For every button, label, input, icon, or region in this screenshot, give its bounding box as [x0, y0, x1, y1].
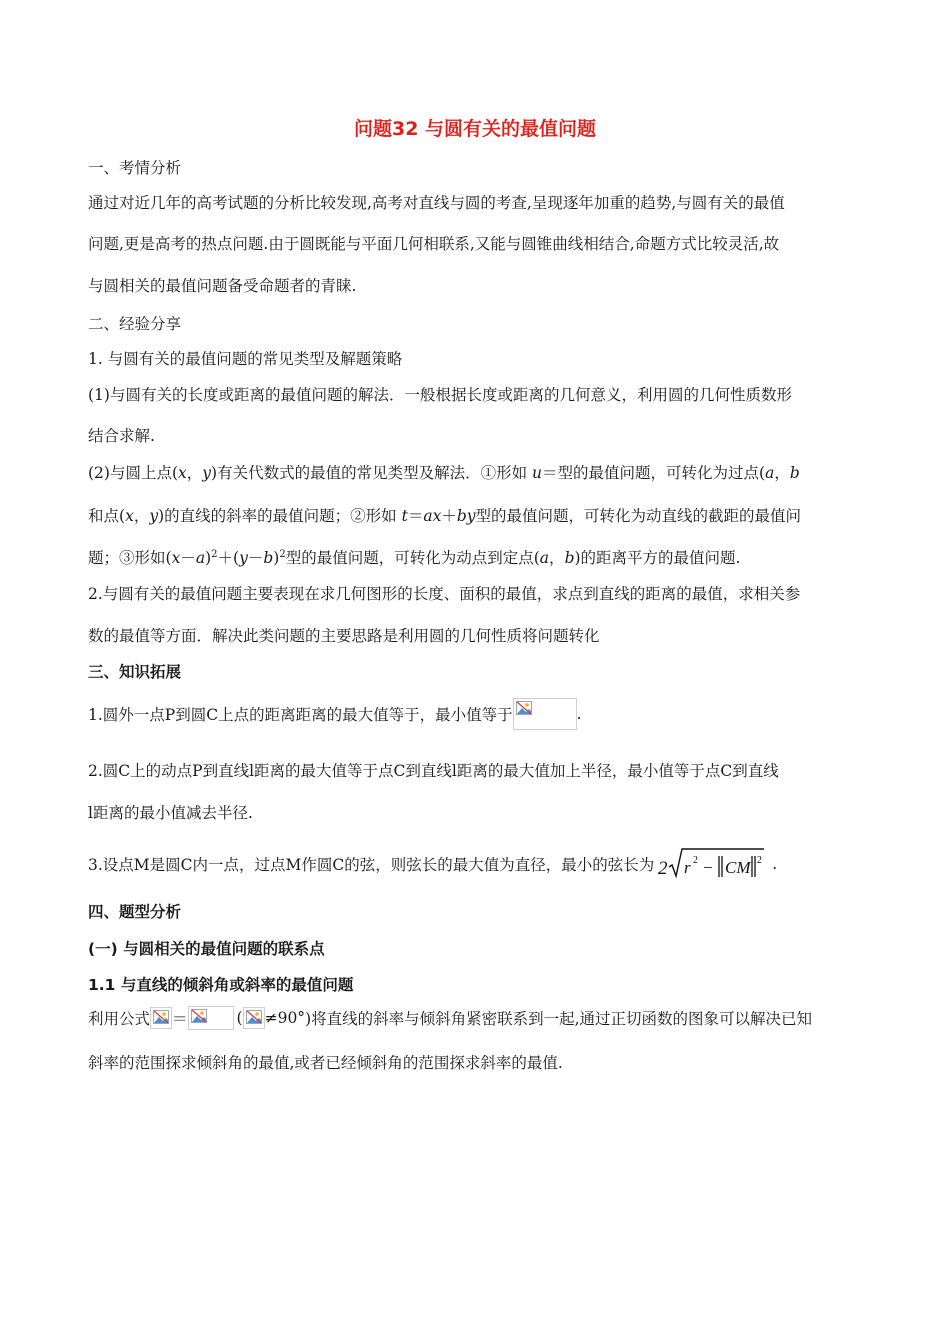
math-var: y: [202, 464, 212, 482]
text-run: ＋(: [217, 549, 240, 567]
text-run: )的直线的斜率的最值问题；②形如: [158, 507, 402, 525]
text-run: 利用公式: [88, 1010, 151, 1028]
list-item: [88, 845, 868, 885]
paragraph-line: [88, 1006, 868, 1032]
broken-image-icon: [243, 1007, 265, 1029]
formula-r: r: [684, 858, 691, 877]
math-var: by: [456, 507, 476, 525]
text-run: 题；③形如(: [88, 549, 172, 567]
paragraph-line: 数的最值等方面．解决此类问题的主要思路是利用圆的几何性质将问题转化: [88, 627, 600, 645]
math-var: x: [178, 464, 187, 482]
paragraph-line: [88, 504, 868, 526]
math-var: y: [149, 507, 159, 525]
section-heading-types: 四、题型分析: [88, 903, 182, 921]
paragraph-line: l距离的最小值减去半径.: [88, 804, 253, 822]
text-run: ，: [549, 549, 565, 567]
text-run: )的距离平方的最值问题.: [574, 549, 741, 567]
text-run: ): [205, 549, 212, 567]
broken-image-icon: [188, 1006, 234, 1030]
math-var: x: [171, 549, 181, 567]
text-run: .: [576, 705, 582, 723]
formula-coef: 2: [658, 858, 668, 879]
superscript: 2: [279, 548, 286, 560]
section-heading-experience: 二、经验分享: [88, 315, 182, 333]
text-run: ＝: [407, 507, 424, 525]
text-run: ，: [133, 507, 150, 525]
math-var: t: [401, 507, 408, 525]
text-run: ＋: [441, 507, 457, 525]
text-run: (: [236, 1009, 243, 1027]
paragraph-line: 问题,更是高考的热点问题.由于圆既能与平面几何相联系,又能与圆锥曲线相结合,命题方式比较灵活,故: [88, 235, 780, 253]
formula-minus: −: [703, 858, 713, 877]
formula-cm: CM: [725, 858, 751, 877]
text-run: )有关代数式的最值的常见类型及解法．①形如: [211, 464, 533, 482]
superscript: 2: [211, 548, 218, 560]
math-var: b: [564, 549, 575, 567]
math-var: y: [239, 549, 248, 567]
paragraph-line: 结合求解.: [88, 427, 155, 445]
math-var: a: [195, 549, 206, 567]
paragraph-line: 与圆相关的最值问题备受命题者的青睐.: [88, 277, 357, 295]
math-var: b: [263, 549, 274, 567]
broken-image-icon: [513, 698, 577, 730]
text-run: ＝型的最值问题，可转化为过点(: [542, 464, 766, 482]
sqrt-formula: [656, 845, 768, 883]
text-run: 型的最值问题，可转化为动直线的截距的最值问: [475, 507, 802, 525]
math-var: u: [532, 464, 543, 482]
text-run: ): [273, 549, 280, 567]
paragraph-line: [88, 546, 868, 568]
section-heading-analysis: 一、考情分析: [88, 159, 182, 177]
paragraph-line: 斜率的范围探求倾斜角的最值,或者已经倾斜角的范围探求斜率的最值.: [88, 1054, 563, 1072]
subsection-heading: 1.1 与直线的倾斜角或斜率的最值问题: [88, 976, 354, 994]
list-item: [88, 698, 868, 728]
math-var: b: [789, 464, 800, 482]
list-item: 2.圆C上的动点P到直线l距离的最大值等于点C到直线l距离的最大值加上半径，最小值等于点C到直线: [88, 762, 779, 780]
text-run: 3.设点M是圆C内一点，过点M作圆C的弦，则弦长的最大值为直径，最小的弦长为: [88, 856, 655, 874]
math-var: a: [765, 464, 775, 482]
math-var: ax: [423, 507, 442, 525]
formula-r-exp: 2: [693, 855, 699, 866]
text-run: 和点(: [88, 507, 126, 525]
subsection-heading: (一) 与圆相关的最值问题的联系点: [88, 940, 325, 958]
text-run: ，: [774, 464, 790, 482]
paragraph-line: [88, 461, 868, 483]
text-run: ＝: [172, 1010, 188, 1028]
text-run: －: [180, 549, 196, 567]
list-item: 1. 与圆有关的最值问题的常见类型及解题策略: [88, 350, 403, 368]
text-run: －: [247, 549, 264, 567]
list-item: 2.与圆有关的最值问题主要表现在求几何图形的长度、面积的最值，求点到直线的距离的最值，求相关参: [88, 585, 801, 603]
text-run: ≠90°: [264, 1009, 306, 1027]
text-run: )将直线的斜率与倾斜角紧密联系到一起,通过正切函数的图象可以解决已知: [305, 1010, 813, 1028]
math-var: a: [539, 549, 550, 567]
formula-cm-exp: 2: [757, 855, 763, 866]
text-run: ，: [186, 464, 203, 482]
paragraph-line: 通过对近几年的高考试题的分析比较发现,高考对直线与圆的考查,呈现逐年加重的趋势,与圆有关的最值: [88, 194, 785, 212]
section-heading-knowledge: 三、知识拓展: [88, 663, 182, 681]
paragraph-line: (1)与圆有关的长度或距离的最值问题的解法．一般根据长度或距离的几何意义，利用圆的几何性质数形: [88, 386, 792, 404]
page-title: 问题32 与圆有关的最值问题: [353, 118, 597, 140]
text-run: (2)与圆上点(: [88, 464, 179, 482]
text-run: 1.圆外一点P到圆C上点的距离距离的最大值等于，最小值等于: [88, 706, 513, 724]
text-run: .: [772, 855, 778, 873]
math-var: x: [125, 507, 134, 525]
text-run: 型的最值问题，可转化为动点到定点(: [285, 549, 540, 567]
broken-image-icon: [150, 1007, 172, 1029]
